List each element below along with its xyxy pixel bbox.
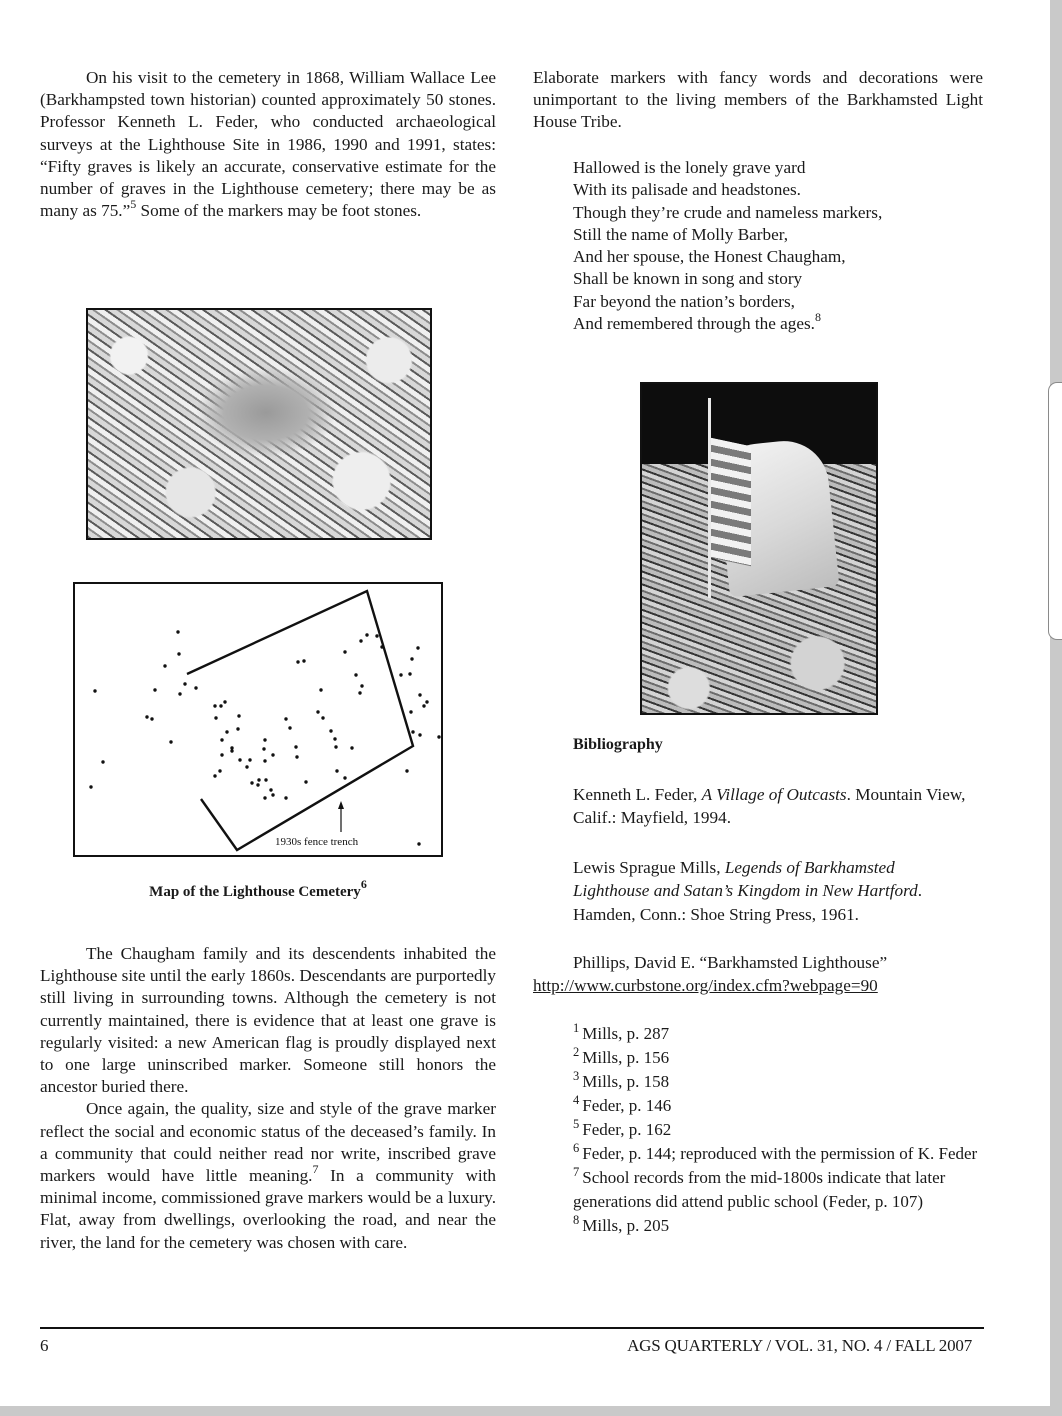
grave-point [416,646,419,649]
right-column [533,67,983,134]
grave-point [145,715,148,718]
bibliography-entry-mills: Lewis Sprague Mills, Legends of Barkhamsted Lighthouse and Satan’s Kingdom in New Hartford. Hamden, Conn.: Shoe String Press, 1961. [573,858,923,924]
grave-point [271,793,274,796]
fence-trench-label: 1930s fence trench [275,836,359,848]
footnotes-list [573,1022,993,1238]
cemetery-map [73,582,443,857]
paragraph-chaugham-family: The Chaugham family and its descendents inhabited the Lighthouse site until the early 1860s. Descendants are purportedly still living in surrounding towns. Although the cemetery is not currently maintained, there is evidence that at least one grave is regularly visited: a new American flag is proudly displayed next to one large uninscribed marker. Someone still honors the ancestor buried there. [40,944,496,1097]
arrowhead-icon [338,801,344,809]
grave-point [335,769,338,772]
grave-point [93,689,96,692]
page-number: 6 [40,1336,49,1355]
grave-point [271,753,274,756]
grave-point [358,691,361,694]
running-footer: AGS QUARTERLY / VOL. 31, NO. 4 / FALL 2007 [627,1336,972,1355]
footnote-ref[interactable]: 6 [360,877,367,891]
grave-point [375,634,378,637]
grave-point [194,686,197,689]
bibliography-entry-phillips: Phillips, David E. “Barkhamsted Lighthouse” http://www.curbstone.org/index.cfm?webpage=90 [533,953,888,996]
grave-point [263,796,266,799]
grave-point [256,783,259,786]
grave-point [250,781,253,784]
grave-point [360,684,363,687]
grave-point [223,700,226,703]
poem-line: Shall be known in song and story [573,269,803,289]
map-graphic [75,584,441,855]
poem-line: And her spouse, the Honest Chaugham, [573,247,846,267]
grave-point [89,785,92,788]
grave-point [334,745,337,748]
grave-point [294,745,297,748]
grave-point [411,730,414,733]
grave-point [262,747,265,750]
paragraph-grave-quality: Once again, the quality, size and style of the grave marker reflect the social and economic status of the deceased’s family. In a community that could neither read nor write, inscribed grave markers would have little meaning.$^7$ In a community with minimal income, commissioned grave markers would be a luxury. Flat, away from dwellings, overlooking the road, and near the river, the land for the cemetery was chosen with care. [40,1099,496,1252]
grave-point [399,673,402,676]
map-caption: Map of the Lighthouse Cemetery$^6$ [149,877,367,900]
grave-point [425,700,428,703]
grave-point [354,673,357,676]
flag-grave-photo [640,382,878,715]
grave-point [263,738,266,741]
grave-point [213,774,216,777]
footer-rule [40,1327,984,1329]
grave-point [422,704,425,707]
poem [573,157,882,335]
grave-point [418,693,421,696]
grave-point [150,717,153,720]
fence-outline [187,591,413,850]
grave-point [236,727,239,730]
poem-line: With its palisade and headstones. [573,180,801,200]
grave-point [350,746,353,749]
grave-point [101,760,104,763]
grave-point [304,780,307,783]
footnote-item: $^5$ Feder, p. 162 [573,1117,672,1139]
footnote-ref[interactable]: 8 [814,310,821,325]
grave-point [214,716,217,719]
grave-point [176,630,179,633]
grave-point [183,682,186,685]
grave-point [284,717,287,720]
poem-line: Though they’re crude and nameless markers, [573,202,883,222]
grave-point [169,740,172,743]
grave-point [321,716,324,719]
grave-point [329,729,332,732]
poem-line: Hallowed is the lonely grave yard [573,158,806,177]
grave-point [288,726,291,729]
grave-point [219,704,222,707]
footnote-item: $^1$ Mills, p. 287 [573,1021,670,1043]
grave-point [153,688,156,691]
footnote-ref[interactable]: 5 [130,197,137,212]
grave-point [177,652,180,655]
grave-point [218,769,221,772]
grave-point [365,633,368,636]
grave-point [319,688,322,691]
curbstone-link[interactable]: http://www.curbstone.org/index.cfm?webpage=90 [533,976,878,996]
footnote-item: $^2$ Mills, p. 156 [573,1045,670,1067]
footnote-item: $^4$ Feder, p. 146 [573,1093,672,1115]
grave-point [220,738,223,741]
paragraph-elaborate-markers: Elaborate markers with fancy words and decorations were unimportant to the living members of the Barkhamsted Light House Tribe. [533,68,983,132]
grave-point [380,645,383,648]
leaves-grave-photo [86,308,432,540]
grave-point [230,746,233,749]
grave-point [225,730,228,733]
grave-point [178,692,181,695]
grave-point [302,659,305,662]
left-column [40,67,496,222]
grave-point [284,796,287,799]
bibliography-heading: Bibliography [573,736,663,753]
left-column-lower [40,943,496,1254]
grave-point [343,650,346,653]
grave-point [333,737,336,740]
grave-point [295,755,298,758]
footnote-item: $^3$ Mills, p. 158 [573,1069,670,1091]
grave-point [418,733,421,736]
footnote-ref[interactable]: 7 [312,1162,319,1177]
poem-line: Still the name of Molly Barber, [573,224,789,244]
grave-point [316,710,319,713]
grave-point [163,664,166,667]
grave-point [230,749,233,752]
footnote-item: $^8$ Mills, p. 205 [573,1213,670,1235]
grave-point [257,778,260,781]
grave-point [296,660,299,663]
viewer-bottom-edge [0,1406,1062,1416]
grave-point [213,704,216,707]
grave-point [238,758,241,761]
grave-point [248,758,251,761]
grave-point [263,759,266,762]
poem-line: And remembered through the ages.$^8$ [573,310,821,334]
grave-point [359,639,362,642]
grave-point [264,778,267,781]
bibliography-entry-feder: Kenneth L. Feder, A Village of Outcasts. Mountain View, Calif.: Mayfield, 1994. [573,785,966,828]
grave-point [237,714,240,717]
grave-point [269,788,272,791]
american-flag-icon [711,438,751,567]
grave-point [410,657,413,660]
grave-point [408,672,411,675]
grave-point [417,842,420,845]
poem-line: Far beyond the nation’s borders, [573,291,795,311]
side-scroll-handle[interactable] [1048,382,1062,640]
grave-point [437,735,440,738]
grave-point [405,769,408,772]
grave-point [245,765,248,768]
paragraph-stone-count: On his visit to the cemetery in 1868, William Wallace Lee (Barkhampsted town historian) counted approximately 50 stones. Professor Kenneth L. Feder, who conducted archaeological surveys at the Lighthouse Site in 1986, 1990 and 1991, states: “Fifty graves is likely an accurate, conservative estimate for the number of graves in the Lighthouse cemetery; there may be as many as 75.”$^5$ Some of the markers may be foot stones. [40,68,496,221]
footnote-item: $^6$ Feder, p. 144; reproduced with the permission of K. Feder [573,1141,978,1163]
footnote-item: $^7$ School records from the mid-1800s indicate that later generations did attend public school (Feder, p. 107) [573,1165,946,1211]
grave-point [343,776,346,779]
grave-point [409,710,412,713]
grave-point [220,753,223,756]
